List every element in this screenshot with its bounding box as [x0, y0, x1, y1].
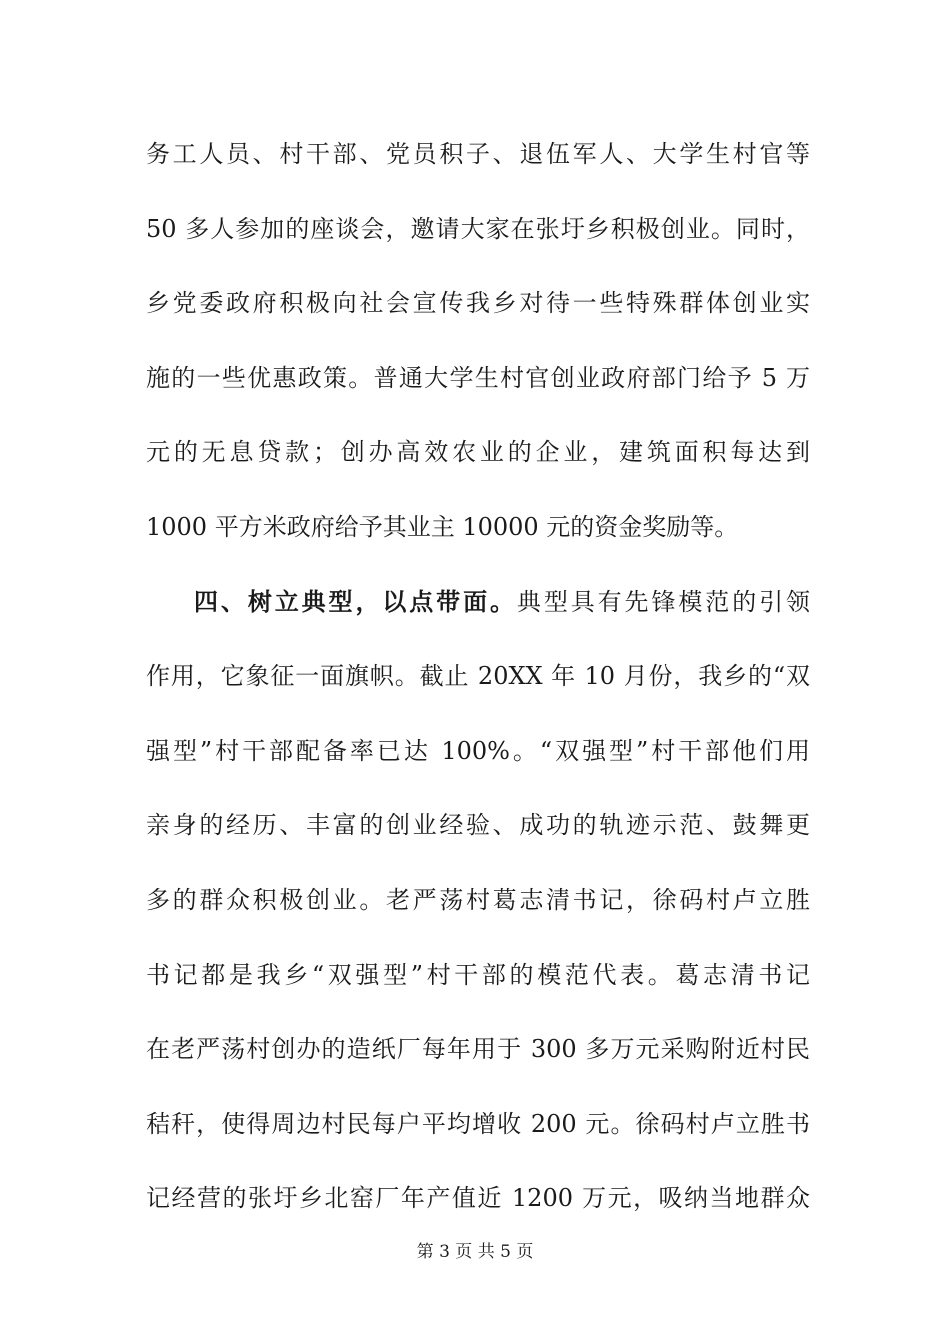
- body-line: 作用，它象征一面旗帜。截止 20XX 年 10 月份，我乡的“双: [146, 662, 810, 690]
- body-line: 书记都是我乡“双强型”村干部的模范代表。葛志清书记: [146, 961, 810, 989]
- body-line: 施的一些优惠政策。普通大学生村官创业政府部门给予 5 万: [146, 364, 810, 392]
- section-heading-line: [194, 582, 810, 622]
- body-line: 1000 平方米政府给予其业主 10000 元的资金奖励等。: [146, 513, 739, 541]
- body-line: 在老严荡村创办的造纸厂每年用于 300 多万元采购附近村民: [146, 1035, 810, 1063]
- section-heading: 四、树立典型，以点带面。: [194, 587, 517, 616]
- body-line: 乡党委政府积极向社会宣传我乡对待一些特殊群体创业实: [146, 289, 810, 317]
- page-number-footer: 第 3 页 共 5 页: [416, 1242, 534, 1262]
- body-line: 务工人员、村干部、党员积子、退伍军人、大学生村官等: [146, 140, 810, 168]
- body-line: 秸秆，使得周边村民每户平均增收 200 元。徐码村卢立胜书: [146, 1110, 810, 1138]
- body-line: 亲身的经历、丰富的创业经验、成功的轨迹示范、鼓舞更: [146, 811, 810, 839]
- body-line: 强型”村干部配备率已达 100%。“双强型”村干部他们用: [146, 737, 810, 765]
- body-line: 50 多人参加的座谈会，邀请大家在张圩乡积极创业。同时，: [146, 215, 810, 243]
- section-heading-continuation: 典型具有先锋模范的引领: [516, 588, 811, 616]
- body-line: 多的群众积极创业。老严荡村葛志清书记，徐码村卢立胜: [146, 886, 810, 914]
- body-line: 元的无息贷款；创办高效农业的企业，建筑面积每达到: [146, 438, 810, 466]
- body-line: 记经营的张圩乡北窑厂年产值近 1200 万元，吸纳当地群众: [146, 1184, 810, 1212]
